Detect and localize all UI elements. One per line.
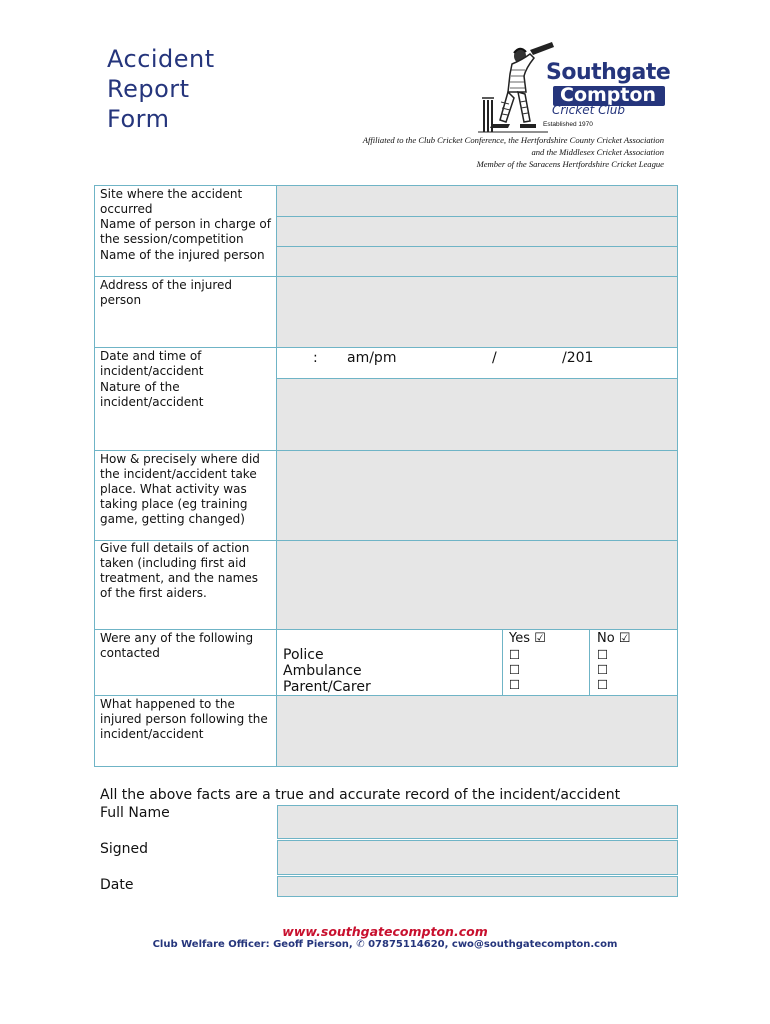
signed-label: Signed — [100, 841, 149, 857]
declaration-statement: All the above facts are a true and accurate record of the incident/accident — [100, 787, 621, 803]
no-column-header: No ☑ — [597, 631, 631, 646]
club-name-southgate: Southgate — [546, 60, 671, 85]
affiliation-line-3: Member of the Saracens Hertfordshire Cricket League — [476, 159, 664, 169]
police-yes-checkbox[interactable]: ☐ — [509, 647, 521, 662]
full-name-field[interactable] — [277, 805, 678, 839]
ambulance-no-checkbox[interactable]: ☐ — [597, 662, 609, 677]
club-name-compton: Compton — [560, 84, 657, 106]
how-label: How & precisely where did the incident/accident take place. What activity was taking place (eg training game, getting changed) — [100, 452, 260, 526]
what-happened-label: What happened to the injured person following the incident/accident — [100, 697, 268, 741]
site-label: Site where the accident occurred — [100, 187, 243, 216]
club-name-cricket-club: Cricket Club — [552, 103, 626, 117]
date-year[interactable]: /201 — [562, 350, 594, 366]
date-field[interactable] — [277, 876, 678, 897]
contact-option-police: Police — [283, 647, 324, 663]
contact-option-ambulance: Ambulance — [283, 663, 362, 679]
affiliation-line-1: Affiliated to the Club Cricket Conference, the Hertfordshire County Cricket Association — [362, 135, 664, 145]
datetime-label: Date and time of incident/accident — [100, 349, 204, 378]
welfare-officer-contact: Club Welfare Officer: Geoff Pierson, ✆ 07875114620, cwo@southgatecompton.com — [152, 939, 618, 950]
nature-label: Nature of the incident/accident — [100, 380, 204, 409]
parent-carer-yes-checkbox[interactable]: ☐ — [509, 677, 521, 692]
signed-field[interactable] — [277, 840, 678, 875]
club-established: Established 1970 — [543, 121, 593, 128]
address-label: Address of the injured person — [100, 278, 233, 307]
person-in-charge-label: Name of person in charge of the session/competition — [100, 217, 271, 246]
parent-carer-no-checkbox[interactable]: ☐ — [597, 677, 609, 692]
form-title-line-3: Form — [107, 105, 170, 133]
action-label: Give full details of action taken (including first aid treatment, and the names of the first aiders. — [100, 541, 259, 600]
form-title-line-1: Accident — [107, 45, 215, 73]
police-no-checkbox[interactable]: ☐ — [597, 647, 609, 662]
date-slash[interactable]: / — [492, 350, 497, 366]
club-website-link[interactable]: www.southgatecompton.com — [282, 924, 488, 939]
yes-column-header: Yes ☑ — [509, 631, 546, 646]
form-title-line-2: Report — [107, 75, 190, 103]
contact-option-parent-carer: Parent/Carer — [283, 679, 371, 695]
date-label: Date — [100, 877, 134, 893]
contacted-label: Were any of the following contacted — [100, 631, 254, 660]
time-colon[interactable]: : — [313, 350, 318, 366]
time-ampm[interactable]: am/pm — [347, 350, 397, 366]
ambulance-yes-checkbox[interactable]: ☐ — [509, 662, 521, 677]
full-name-label: Full Name — [100, 805, 170, 821]
injured-name-label: Name of the injured person — [100, 248, 265, 262]
affiliation-line-2: and the Middlesex Cricket Association — [531, 147, 664, 157]
